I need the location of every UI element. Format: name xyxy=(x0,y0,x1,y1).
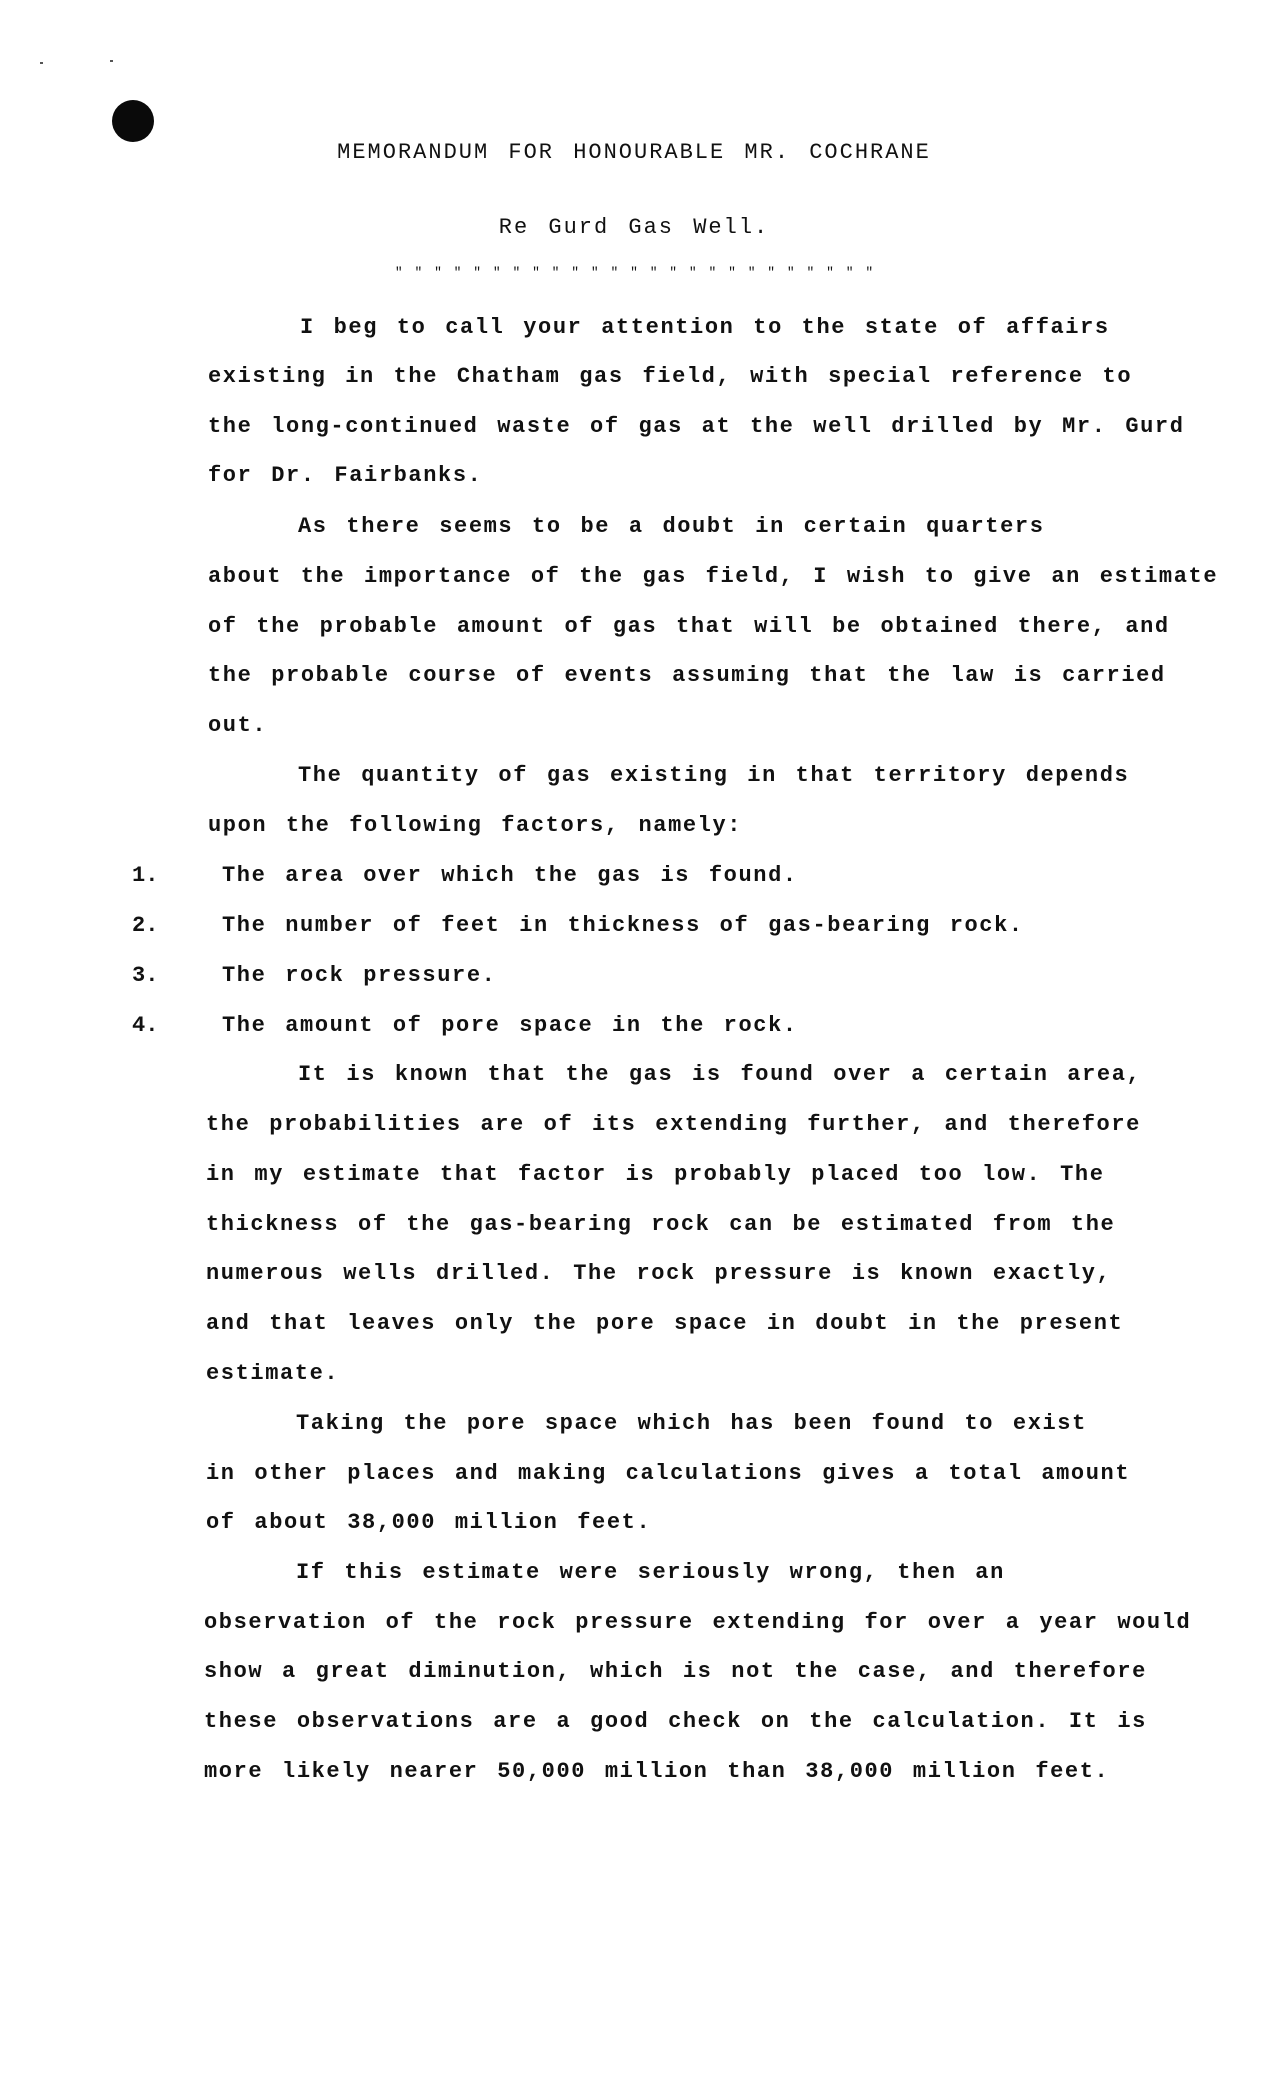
paragraph-1-line: I beg to call your attention to the state of affairs xyxy=(300,315,1110,340)
paragraph-1-line: existing in the Chatham gas field, with special reference to xyxy=(208,364,1133,389)
factor-number: 3. xyxy=(132,963,159,988)
paragraph-5-line: in other places and making calculations gives a total amount xyxy=(206,1461,1131,1486)
paragraph-4-line: the probabilities are of its extending further, and therefore xyxy=(206,1112,1141,1137)
paragraph-6-line: these observations are a good check on the calculation. It is xyxy=(204,1709,1147,1734)
factor-number: 1. xyxy=(132,863,159,888)
paragraph-2-line: As there seems to be a doubt in certain quarters xyxy=(298,514,1045,539)
paragraph-1-line: the long-continued waste of gas at the well drilled by Mr. Gurd xyxy=(208,414,1185,439)
paragraph-5-line: of about 38,000 million feet. xyxy=(206,1510,652,1535)
factor-text: The number of feet in thickness of gas-bearing rock. xyxy=(222,913,1024,938)
factor-number: 4. xyxy=(132,1013,159,1038)
paragraph-6-line: show a great diminution, which is not the case, and therefore xyxy=(204,1659,1147,1684)
factor-text: The rock pressure. xyxy=(222,963,497,988)
paragraph-1-line: for Dr. Fairbanks. xyxy=(208,463,483,488)
paragraph-4-line: estimate. xyxy=(206,1361,340,1386)
memo-title: MEMORANDUM FOR HONOURABLE MR. COCHRANE xyxy=(337,140,931,165)
factor-text: The area over which the gas is found. xyxy=(222,863,798,888)
paragraph-3-line: upon the following factors, namely: xyxy=(208,813,743,838)
paragraph-3-line: The quantity of gas existing in that territory depends xyxy=(298,763,1130,788)
memo-subject: Re Gurd Gas Well. xyxy=(498,215,770,240)
ditto-rule: " " " " " " " " " " " " " " " " " " " " " " " " " xyxy=(394,265,874,280)
paper-speck xyxy=(110,60,113,62)
paragraph-6-line: observation of the rock pressure extending for over a year would xyxy=(204,1610,1192,1635)
paragraph-2-line: out. xyxy=(208,713,268,738)
paper-speck xyxy=(40,62,43,64)
factor-number: 2. xyxy=(132,913,159,938)
paragraph-4-line: It is known that the gas is found over a certain area, xyxy=(298,1062,1142,1087)
paragraph-2-line: of the probable amount of gas that will be obtained there, and xyxy=(208,614,1170,639)
punch-hole xyxy=(112,100,154,142)
paragraph-6-line: more likely nearer 50,000 million than 38,000 million feet. xyxy=(204,1759,1110,1784)
paragraph-4-line: in my estimate that factor is probably placed too low. The xyxy=(206,1162,1105,1187)
factor-text: The amount of pore space in the rock. xyxy=(222,1013,798,1038)
paragraph-6-line: If this estimate were seriously wrong, then an xyxy=(296,1560,1005,1585)
paragraph-2-line: about the importance of the gas field, I wish to give an estimate xyxy=(208,564,1219,589)
paragraph-4-line: and that leaves only the pore space in doubt in the present xyxy=(206,1311,1124,1336)
paragraph-4-line: numerous wells drilled. The rock pressure is known exactly, xyxy=(206,1261,1112,1286)
paragraph-2-line: the probable course of events assuming that the law is carried xyxy=(208,663,1166,688)
paragraph-5-line: Taking the pore space which has been found to exist xyxy=(296,1411,1087,1436)
paragraph-4-line: thickness of the gas-bearing rock can be estimated from the xyxy=(206,1212,1116,1237)
